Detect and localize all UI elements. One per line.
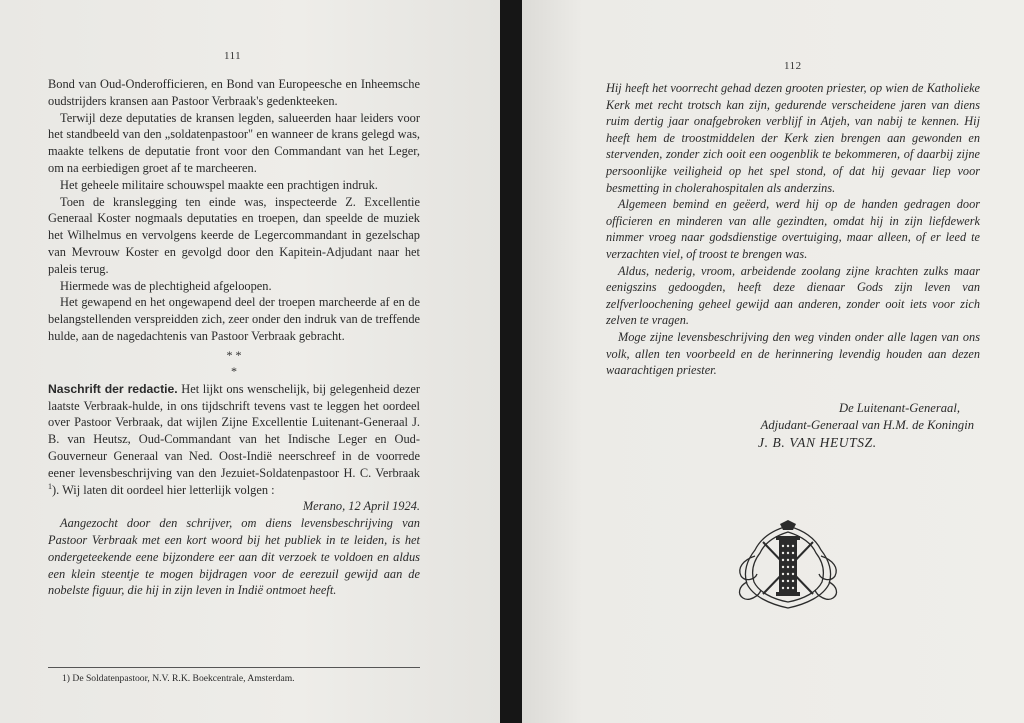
signature-block [606, 400, 996, 451]
signature-role: Adjudant-Generaal van H.M. de Koningin [760, 418, 974, 432]
military-cross-emblem-icon [733, 520, 843, 612]
footnote: 1) De Soldatenpastoor, N.V. R.K. Boekcentrale, Amsterdam. [62, 673, 295, 684]
letter-opening: Aangezocht door den schrijver, om diens levensbeschrijving van Pastoor Verbraak met een kort woord bij het publiek in te leiden, is het ondergeteekende eene bijzondere eer aan dit verzoek te voldoen en aldus een klein steentje te mogen bijdragen voor de eerezuil gewijd aan de nobelste figuur, die hij in zijn leven in Indië ontmoet heeft. [48, 516, 420, 598]
paragraph: Hiermede was de plechtigheid afgeloopen. [60, 278, 272, 293]
paragraph: Toen de kranslegging ten einde was, inspecteerde Z. Excellentie Generaal Koster nogmaals deputaties en troepen, dan speelde de muziek het Wilhelmus en vervolgens keerde de Legercommandant in gezelschap van Mevrouw Koster en gevolgd door den Kapitein-Adjudant naar het paleis terug. [48, 194, 420, 276]
postscript [48, 381, 420, 499]
paragraph: Algemeen bemind en geëerd, werd hij op de handen gedragen door officieren en minderen van alle gezindten, omdat hij in zijn liefdewerk nimmer vroeg naar godsdienstige overtuiging, maar alleen, of er leed te verzachten viel, of troost te brengen was. [606, 197, 980, 261]
paragraph: Hij heeft het voorrecht gehad dezen grooten priester, op wien de Katholieke Kerk met recht trotsch kan zijn, gedurende verscheidene jaren van diens ruim dertig jaar onafgebroken verblijf in Atjeh, van nabij te kennen. Hij heeft hem de troostmiddelen der Kerk zien brengen aan gewonden en stervenden, zonder zich ooit een oogenblik te bekommeren, of daarbij zijne persoonlijke veiligheid op het spel stond, of dat hij gevaar liep voor besmetting in cholerahospitalen als anderzins. [606, 81, 980, 195]
footnote-divider [48, 667, 420, 668]
paragraph: Bond van Oud-Onderofficieren, en Bond van Europeesche en Inheemsche oudstrijders kransen aan Pastoor Verbraak's gedenkteeken. [48, 77, 420, 108]
page-number-left: 111 [224, 50, 242, 62]
book-gutter [500, 0, 522, 723]
postscript-title: Naschrift der redactie. [48, 381, 178, 396]
postscript-body: Het lijkt ons wenschelijk, bij gelegenheid dezer laatste Verbraak-hulde, in ons tijdschrift tevens vast te leggen het oordeel over Pastoor Verbraak, dat wijlen Zijne Excellentie Luitenant-Generaal J. B. van Heutsz, Oud-Commandant van het Indische Leger en Oud-Gouverneur Generaal van Ned. Oost-Indië neerschreef in de voorrede eener levensbeschrijving van den Jezuiet-Soldatenpastoor H. C. Verbraak [48, 381, 420, 480]
paragraph: Het gewapend en het ongewapend deel der troepen marcheerde af en de belangstellenden verspreidden zich, zeer onder den indruk van de treffende hulde, aan de nagedachtenis van Pastoor Verbraak gebracht. [48, 295, 421, 343]
divider-stars-bottom: * [231, 363, 237, 378]
divider-stars-top: * * [226, 347, 242, 362]
footnote-marker: 1 [48, 481, 52, 491]
right-page [522, 0, 1024, 723]
paragraph: Het geheele militaire schouwspel maakte een prachtigen indruk. [60, 177, 378, 192]
letter-dateline: Merano, 12 April 1924. [302, 499, 420, 514]
paragraph: Terwijl deze deputaties de kransen legden, salueerden haar leiders voor het standbeeld van den „soldatenpastoor" en wanneer de krans gelegd was, maakte telkens de deputatie front voor den Commandant van het Leger, om na eerbiedigen groet af te marcheeren. [48, 110, 420, 175]
page-number-right: 112 [784, 60, 802, 72]
right-page-text [606, 80, 980, 379]
paragraph: Moge zijne levensbeschrijving den weg vinden onder alle lagen van ons volk, allen ten voorbeeld en de herinnering levendig houden aan dezen waarachtigen priester. [606, 329, 980, 378]
postscript-end: ). Wij laten dit oordeel hier letterlijk volgen : [52, 482, 275, 497]
signature-title: De Luitenant-Generaal, [838, 401, 960, 415]
paragraph: Aldus, nederig, vroom, arbeidende zoolang zijne krachten zulks maar eenigszins gedoogden, heeft deze dienaar Gods zijn leven van zelfverloochening geheel gewijd aan anderen, zonder ooit iets voor zich zelven te vragen. [606, 263, 980, 328]
left-page [0, 0, 500, 723]
left-page-text [48, 76, 420, 599]
section-divider [48, 345, 420, 381]
signature-name: J. B. VAN HEUTSZ. [758, 435, 877, 450]
